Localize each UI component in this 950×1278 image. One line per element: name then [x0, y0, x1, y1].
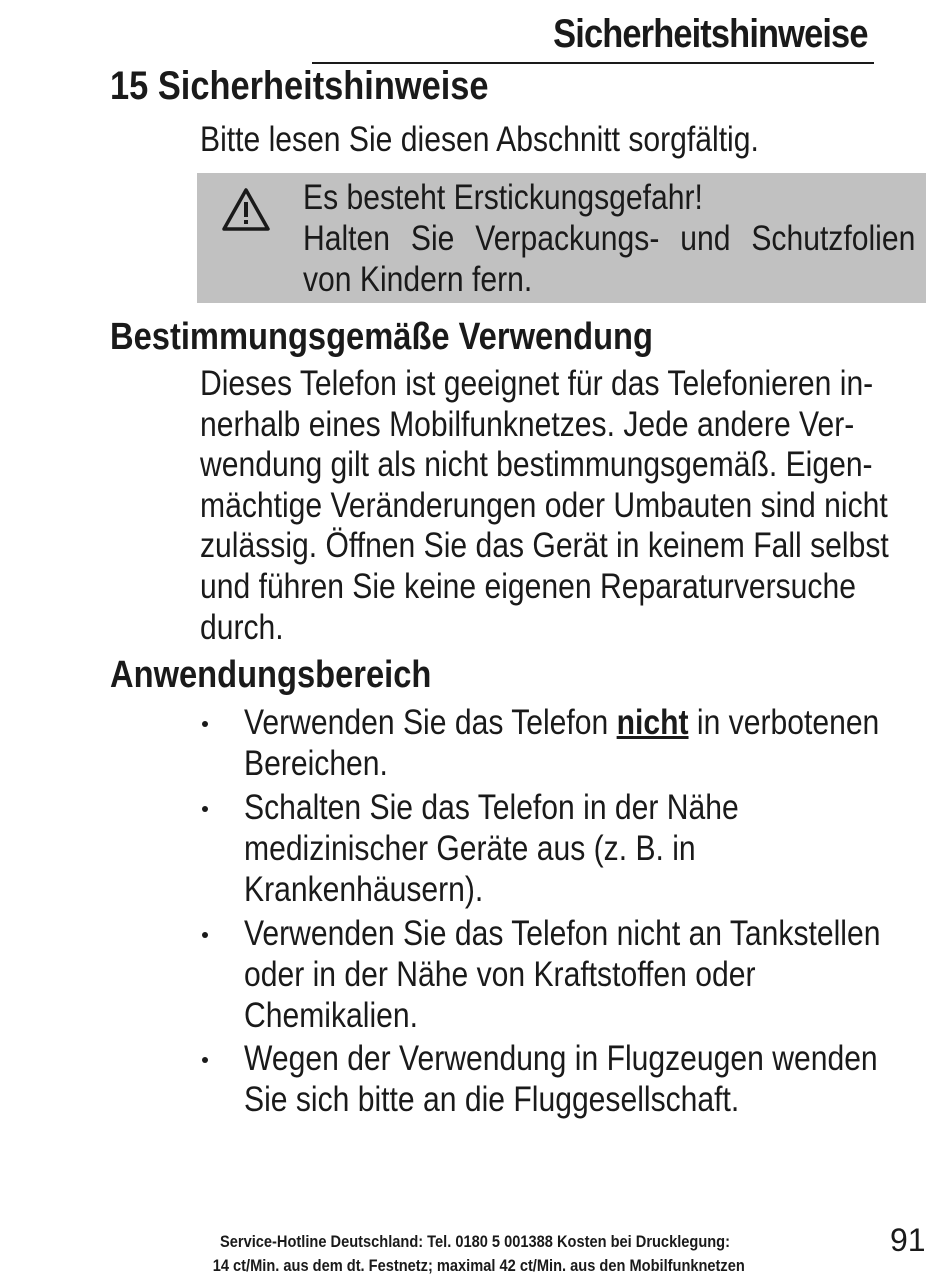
emphasis-nicht: nicht [616, 703, 689, 742]
warning-body: Halten Sie Verpackungs- und Schutzfolien von Kindern fern. [303, 219, 916, 299]
bullet-text [244, 787, 898, 910]
bullet-line: Krankenhäusern). [244, 870, 484, 909]
bullet-line: Wegen der Verwendung in Flugzeugen wenden [244, 1039, 878, 1078]
running-header [312, 8, 874, 64]
bullet-dot [202, 806, 208, 812]
section-heading-scope: Anwendungsbereich [110, 654, 432, 696]
bullet-line: Sie sich bitte an die Fluggesellschaft. [244, 1080, 740, 1119]
paragraph-line: nerhalb eines Mobilfunknetzes. Jede andere Ver- [200, 404, 855, 444]
paragraph-line: wendung gilt als nicht bestimmungsgemäß. Eigen- [200, 445, 873, 485]
running-header-title: Sicherheitshinweise [553, 12, 868, 56]
paragraph-line: und führen Sie keine eigenen Reparaturversuche [200, 566, 856, 606]
bullet-dot [202, 932, 208, 938]
footer-line: Service-Hotline Deutschland: Tel. 0180 5 001388 Kosten bei Drucklegung: [220, 1232, 730, 1251]
bullet-text-after: in verbotenen [688, 703, 880, 742]
bullet-dot [202, 1057, 208, 1063]
bullet-line: Chemikalien. [244, 996, 418, 1035]
paragraph-line: mächtige Veränderungen oder Umbauten sind nicht [200, 485, 888, 525]
bullet-text [244, 1038, 898, 1120]
service-hotline-footer [212, 1230, 745, 1278]
warning-box [197, 173, 926, 303]
bullet-line [244, 702, 898, 743]
paragraph-line: durch. [200, 607, 284, 647]
footer-line: 14 ct/Min. aus dem dt. Festnetz; maximal 42 ct/Min. aus den Mobilfunknetzen [212, 1256, 745, 1275]
bullet-line: medizinischer Geräte aus (z. B. in [244, 829, 696, 868]
bullet-text-before: Verwenden Sie das Telefon [244, 703, 617, 742]
bullet-line: Bereichen. [244, 744, 388, 783]
chapter-title: 15 Sicherheitshinweise [110, 64, 489, 108]
bullet-line: oder in der Nähe von Kraftstoffen oder [244, 955, 756, 994]
warning-triangle-icon [221, 187, 271, 233]
bullet-line: Schalten Sie das Telefon in der Nähe [244, 788, 739, 827]
warning-text [303, 177, 915, 300]
bullet-text [244, 702, 898, 784]
paragraph-line: Dieses Telefon ist geeignet für das Telefonieren in- [200, 364, 874, 403]
warning-title: Es besteht Erstickungsgefahr! [303, 178, 703, 217]
section-heading-intended-use: Bestimmungsgemäße Verwendung [110, 316, 653, 358]
bullet-dot [202, 721, 208, 727]
page-number: 91 [890, 1222, 926, 1258]
intended-use-paragraph [200, 364, 905, 648]
bullet-line: Verwenden Sie das Telefon nicht an Tankstellen [244, 914, 881, 953]
intro-text: Bitte lesen Sie diesen Abschnitt sorgfältig. [200, 120, 759, 159]
paragraph-line: zulässig. Öffnen Sie das Gerät in keinem Fall selbst [200, 526, 889, 566]
bullet-text [244, 913, 898, 1036]
